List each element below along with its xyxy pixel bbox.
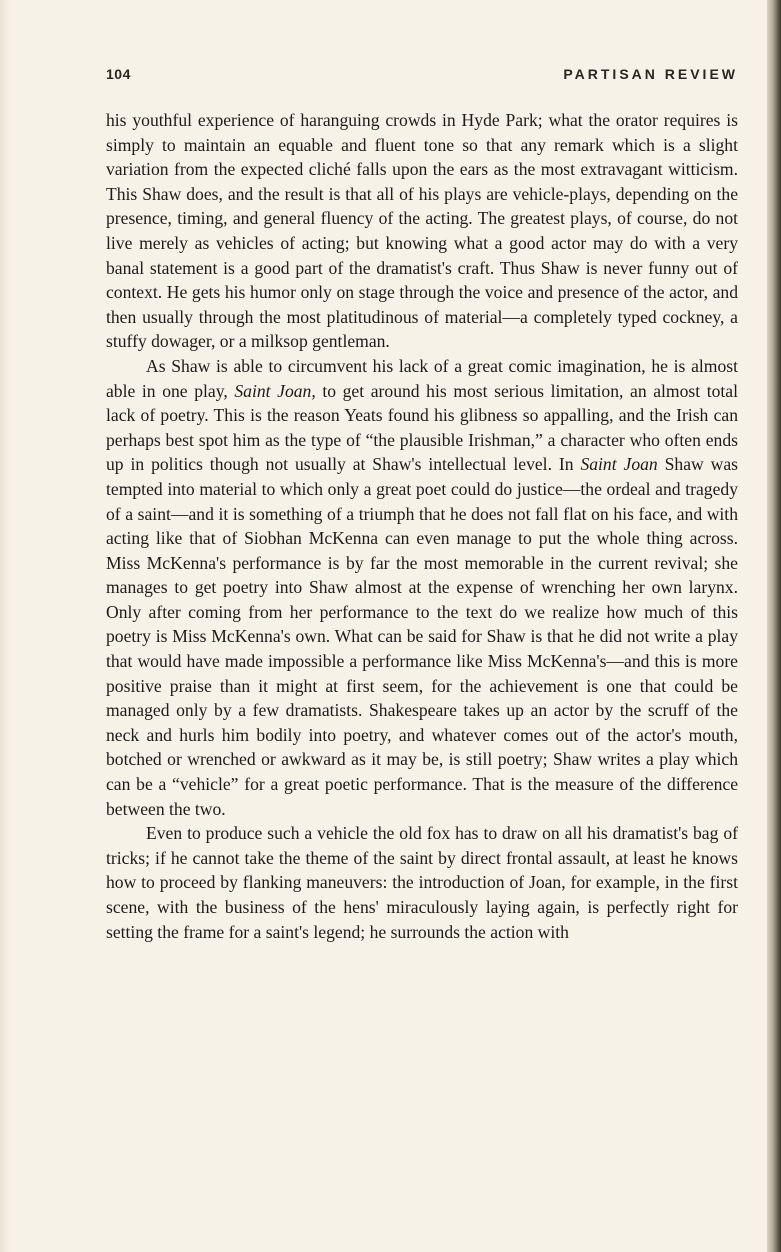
play-title-saint-joan: Saint Joan xyxy=(580,454,658,475)
paragraph-3 xyxy=(106,821,738,944)
play-title-saint-joan: Saint Joan, xyxy=(234,380,316,401)
page-number: 104 xyxy=(106,66,131,82)
page-gutter-shadow xyxy=(0,0,10,1252)
paragraph-text: Shaw was tempted into material to which only a great poet could do justice—the ordeal and tragedy of a saint—and it is something of a triumph that he does not fall flat on his face, and with acting like that of Siobhan McKenna can even manage to put the whole thing across. Miss McKenna's performance is by far the most memorable in the current revival; she manages to get poetry into Shaw almost at the expense of wrenching her own larynx. Only after coming from her performance to the text do we realize how much of this poetry is Miss McKenna's own. What can be said for Shaw is that he did not write a play that would have made impossible a performance like Miss McKenna's—and this is more positive praise than it might at first seem, for the achievement is one that could be managed only by a few dramatists. Shakespeare takes up an actor by the scruff of the neck and hurls him bodily into poetry, and whatever comes out of the actor's mouth, botched or wrenched or awkward as it may be, is still poetry; Shaw writes a play which can be a “vehicle” for a great poetic performance. That is the measure of the difference between the two. xyxy=(106,454,739,819)
paragraph-1 xyxy=(106,108,738,354)
paragraph-text: to get around his most serious limitation, an almost total lack of poetry. This is the reason Yeats found his glibness so appalling, and the Irish can perhaps best spot him as the type of “the plausible Irishman,” a character who often ends up in politics though not usually at Shaw's intellectual level. In xyxy=(106,380,739,475)
paragraph-text: his youthful experience of haranguing crowds in Hyde Park; what the orator requires is simply to maintain an equable and fluent tone so that any remark which is a slight variation from the expected cliché falls upon the ears as the most extravagant witticism. This Shaw does, and the result is that all of his plays are vehicle-plays, depending on the presence, timing, and general fluency of the acting. The greatest plays, of course, do not live merely as vehicles of acting; but knowing what a good actor may do with a very banal statement is a good part of the dramatist's craft. Thus Shaw is never funny out of context. He gets his humor only on stage through the voice and presence of the actor, and then usually through the most platitudinous of material—a completely typed cockney, a stuffy dowager, or a milksop gentleman. xyxy=(106,110,738,352)
paragraph-text: As Shaw is able to circumvent his lack of a great comic imagination, he is almost able in one play, xyxy=(106,355,738,401)
journal-title: PARTISAN REVIEW xyxy=(563,66,738,82)
paragraph-2 xyxy=(106,354,738,821)
running-head xyxy=(106,66,738,86)
page-edge-shadow xyxy=(767,0,781,1252)
article-body xyxy=(106,108,738,944)
paragraph-text: Even to produce such a vehicle the old fox has to draw on all his dramatist's bag of tricks; if he cannot take the theme of the saint by direct frontal assault, at least he knows how to proceed by flanking maneuvers: the introduction of Joan, for example, in the first scene, with the business of the hens' miraculously laying again, is perfectly right for setting the frame for a saint's legend; he surrounds the action with xyxy=(106,823,738,942)
